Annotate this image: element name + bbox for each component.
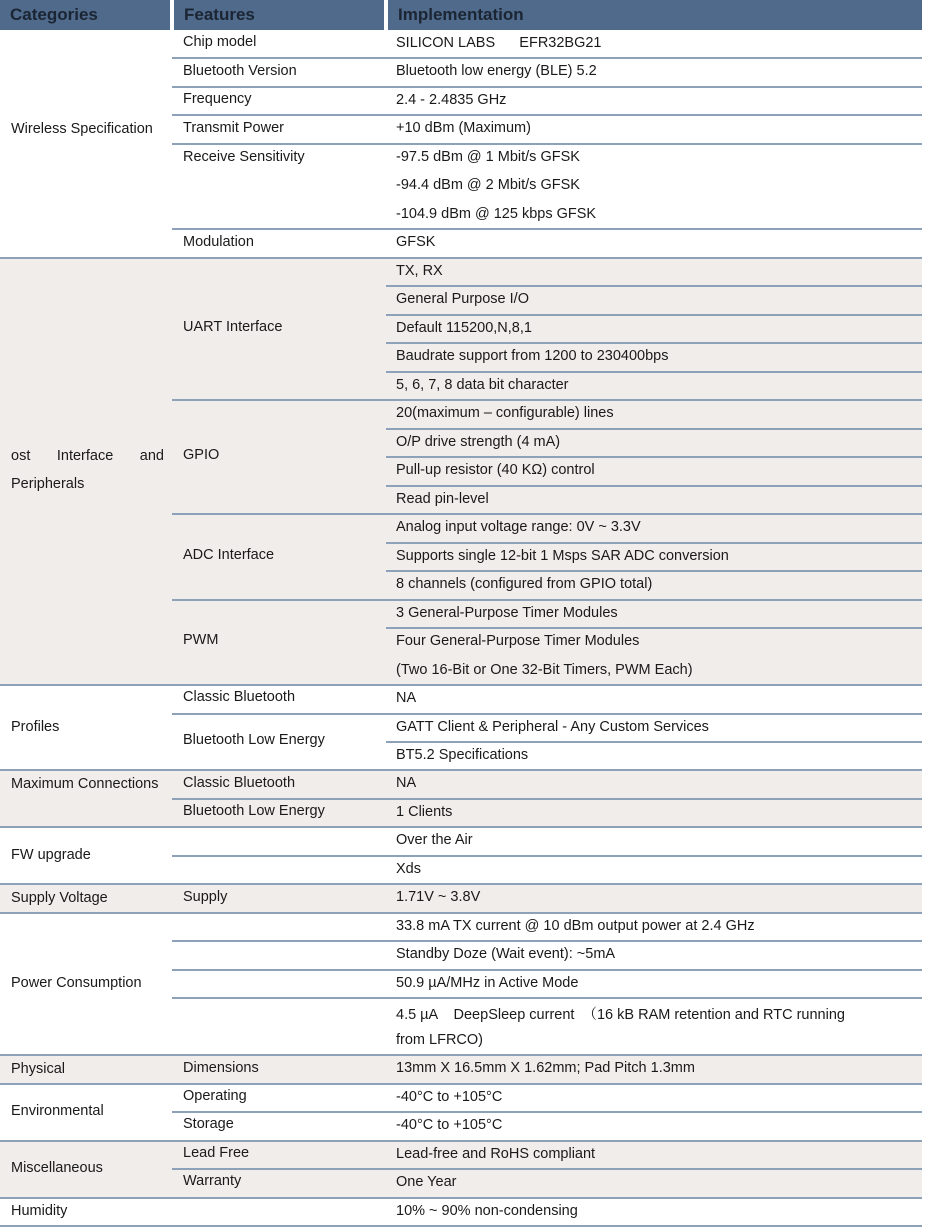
feature-label: Transmit Power bbox=[183, 119, 284, 136]
implementation-value: -94.4 dBm @ 2 Mbit/s GFSK bbox=[396, 177, 580, 194]
category-label: Humidity bbox=[11, 1202, 68, 1219]
implementation-value: BT5.2 Specifications bbox=[396, 747, 529, 763]
feature-label: Receive Sensitivity bbox=[183, 148, 305, 165]
implementation-value: -40°C to +105°C bbox=[396, 1088, 503, 1105]
implementation-value: 3 General-Purpose Timer Modules bbox=[396, 604, 618, 621]
feature-label: Lead Free bbox=[183, 1144, 250, 1161]
implementation-value: Pull-up resistor (40 KΩ) control bbox=[396, 462, 595, 479]
feature-divider bbox=[172, 855, 922, 857]
feature-label: Classic Bluetooth bbox=[183, 774, 296, 791]
implementation-value: SILICON LABS EFR32BG21 bbox=[396, 35, 602, 51]
feature-label: Operating bbox=[183, 1088, 247, 1104]
implementation-value: General Purpose I/O bbox=[396, 291, 529, 308]
category-label: Physical bbox=[11, 1060, 65, 1077]
implementation-value: Four General-Purpose Timer Modules bbox=[396, 633, 640, 650]
implementation-value: Over the Air bbox=[396, 832, 473, 849]
category-divider bbox=[0, 1140, 922, 1142]
feature-label: PWM bbox=[183, 632, 219, 649]
item-divider bbox=[386, 285, 922, 287]
feature-label: Chip model bbox=[183, 34, 257, 51]
feature-divider bbox=[172, 57, 922, 59]
feature-label: UART Interface bbox=[183, 319, 283, 336]
category-label: Power Consumption bbox=[11, 975, 142, 992]
item-divider bbox=[386, 542, 922, 544]
implementation-value: from LFRCO) bbox=[396, 1031, 483, 1048]
implementation-value: Standby Doze (Wait event): ~5mA bbox=[396, 946, 616, 963]
feature-divider bbox=[172, 1111, 922, 1113]
category-label: Miscellaneous bbox=[11, 1160, 103, 1177]
feature-divider bbox=[172, 599, 922, 601]
item-divider bbox=[386, 485, 922, 487]
category-divider bbox=[0, 684, 922, 686]
item-divider bbox=[386, 741, 922, 743]
implementation-value: One Year bbox=[396, 1174, 457, 1191]
feature-label: GPIO bbox=[183, 447, 220, 464]
feature-divider bbox=[172, 399, 922, 401]
feature-divider bbox=[172, 1168, 922, 1170]
feature-label: Bluetooth Low Energy bbox=[183, 732, 325, 748]
category-label: FW upgrade bbox=[11, 846, 91, 863]
item-divider bbox=[386, 428, 922, 430]
implementation-value: Analog input voltage range: 0V ~ 3.3V bbox=[396, 519, 641, 536]
feature-label: Bluetooth Version bbox=[183, 62, 297, 79]
implementation-value: Default 115200,N,8,1 bbox=[396, 319, 532, 336]
implementation-value: 20(maximum – configurable) lines bbox=[396, 405, 614, 422]
feature-divider bbox=[172, 798, 922, 800]
item-divider bbox=[386, 314, 922, 316]
feature-label: Supply bbox=[183, 888, 228, 905]
feature-label: Storage bbox=[183, 1116, 234, 1133]
feature-label: Modulation bbox=[183, 233, 254, 250]
feature-label: Dimensions bbox=[183, 1059, 259, 1076]
implementation-value: Bluetooth low energy (BLE) 5.2 bbox=[396, 63, 597, 80]
header-features: Features bbox=[174, 0, 384, 30]
feature-divider bbox=[172, 997, 922, 999]
implementation-value: 10% ~ 90% non-condensing bbox=[396, 1202, 578, 1219]
feature-label: Frequency bbox=[183, 91, 252, 108]
implementation-value: Lead-free and RoHS compliant bbox=[396, 1145, 596, 1162]
implementation-value: Baudrate support from 1200 to 230400bps bbox=[396, 348, 669, 365]
implementation-value: NA bbox=[396, 690, 417, 707]
header-categories: Categories bbox=[0, 0, 170, 30]
item-divider bbox=[386, 570, 922, 572]
implementation-value: (Two 16-Bit or One 32-Bit Timers, PWM Each) bbox=[396, 661, 693, 678]
implementation-value: 13mm X 16.5mm X 1.62mm; Pad Pitch 1.3mm bbox=[396, 1060, 695, 1077]
header-implementation: Implementation bbox=[388, 0, 922, 30]
category-label: ost Interface and Peripherals bbox=[11, 448, 164, 493]
category-label: Environmental bbox=[11, 1103, 104, 1120]
implementation-value: 1 Clients bbox=[396, 803, 453, 820]
implementation-value: Read pin-level bbox=[396, 490, 489, 507]
implementation-value: 50.9 µA/MHz in Active Mode bbox=[396, 974, 579, 991]
category-divider bbox=[0, 1083, 922, 1085]
feature-label: Classic Bluetooth bbox=[183, 689, 296, 706]
item-divider bbox=[386, 371, 922, 373]
category-label: Wireless Specification bbox=[11, 120, 153, 137]
feature-divider bbox=[172, 114, 922, 116]
category-divider bbox=[0, 912, 922, 914]
feature-label: Warranty bbox=[183, 1173, 242, 1190]
feature-divider bbox=[172, 86, 922, 88]
item-divider bbox=[386, 456, 922, 458]
implementation-value: 5, 6, 7, 8 data bit character bbox=[396, 376, 569, 393]
implementation-value: Supports single 12-bit 1 Msps SAR ADC conversion bbox=[396, 547, 729, 564]
implementation-value: 8 channels (configured from GPIO total) bbox=[396, 576, 653, 593]
implementation-value: -97.5 dBm @ 1 Mbit/s GFSK bbox=[396, 148, 580, 165]
implementation-value: O/P drive strength (4 mA) bbox=[396, 433, 561, 450]
implementation-value: 4.5 µA DeepSleep current （16 kB RAM retention and RTC running bbox=[396, 1007, 845, 1024]
implementation-value: -40°C to +105°C bbox=[396, 1117, 503, 1134]
implementation-value: 2.4 - 2.4835 GHz bbox=[396, 91, 507, 108]
category-divider bbox=[0, 257, 922, 259]
implementation-value: +10 dBm (Maximum) bbox=[396, 120, 531, 137]
item-divider bbox=[386, 627, 922, 629]
feature-divider bbox=[172, 143, 922, 145]
implementation-value: -104.9 dBm @ 125 kbps GFSK bbox=[396, 205, 597, 222]
category-label: Maximum Connections bbox=[11, 775, 159, 792]
implementation-value: TX, RX bbox=[396, 262, 443, 279]
implementation-value: GATT Client & Peripheral - Any Custom Services bbox=[396, 718, 709, 735]
feature-divider bbox=[172, 713, 922, 715]
implementation-value: GFSK bbox=[396, 234, 436, 251]
implementation-value: 1.71V ~ 3.8V bbox=[396, 889, 481, 906]
feature-divider bbox=[172, 513, 922, 515]
feature-label: Bluetooth Low Energy bbox=[183, 803, 325, 820]
feature-label: ADC Interface bbox=[183, 546, 275, 563]
category-label: Supply Voltage bbox=[11, 889, 108, 906]
feature-divider bbox=[172, 228, 922, 230]
category-divider bbox=[0, 826, 922, 828]
feature-divider bbox=[172, 940, 922, 942]
feature-divider bbox=[172, 969, 922, 971]
category-label: Profiles bbox=[11, 718, 60, 735]
implementation-value: Xds bbox=[396, 860, 421, 877]
item-divider bbox=[386, 342, 922, 344]
implementation-value: NA bbox=[396, 775, 417, 792]
implementation-value: 33.8 mA TX current @ 10 dBm output power at 2.4 GHz bbox=[396, 917, 755, 934]
